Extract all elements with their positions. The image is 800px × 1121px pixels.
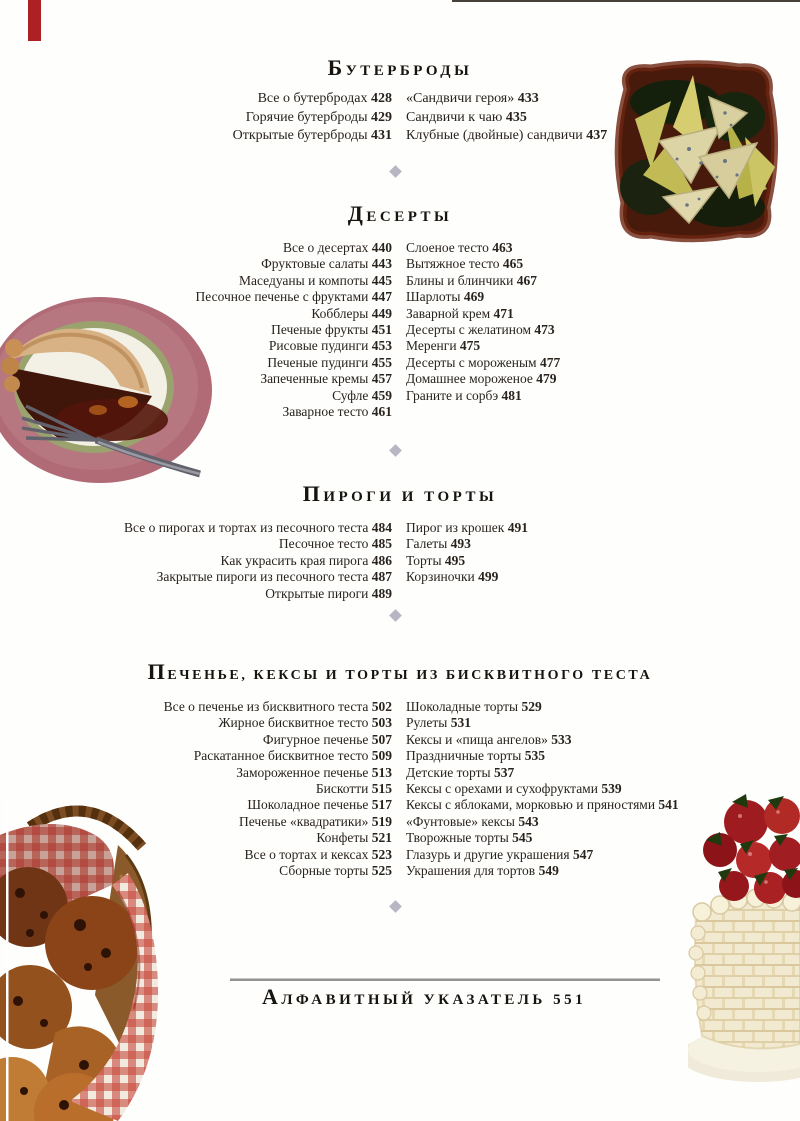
toc-entry bbox=[406, 520, 800, 536]
toc-entry bbox=[406, 355, 800, 371]
toc-entry-title: Кексы с орехами и сухофруктами bbox=[406, 781, 598, 797]
toc-entry bbox=[406, 699, 800, 715]
page-top-scan-line bbox=[452, 0, 800, 2]
toc-entry-page: 523 bbox=[371, 846, 392, 862]
toc-entry-title: Рисовые пудинги bbox=[268, 338, 369, 354]
toc-entry-title: Галеты bbox=[406, 536, 448, 552]
toc-entry-title: Все о пирогах и тортах из песочного теста bbox=[124, 520, 369, 535]
toc-entry-title: Рулеты bbox=[406, 715, 448, 731]
toc-entry-title: Маседуаны и компоты bbox=[239, 272, 369, 288]
toc-entry-page: 457 bbox=[371, 371, 392, 387]
toc-entry-page: 473 bbox=[534, 322, 555, 338]
toc-entry-page: 503 bbox=[371, 715, 392, 731]
toc-entry-title: Шоколадные торты bbox=[406, 699, 519, 714]
toc-entry-page: 445 bbox=[371, 272, 392, 288]
pie-slice-photo bbox=[0, 290, 215, 485]
toc-entry-page: 435 bbox=[505, 109, 527, 125]
toc-entry-title: Глазурь и другие украшения bbox=[406, 846, 570, 862]
toc-entry-title: Печеные пудинги bbox=[267, 354, 369, 370]
toc-entry-page: 545 bbox=[512, 830, 533, 846]
toc-entry-title: Песочное печенье с фруктами bbox=[195, 289, 369, 305]
toc-entry bbox=[0, 586, 392, 602]
toc-entry-title: Печенье «квадратики» bbox=[239, 813, 369, 829]
toc-entry-title: Конфеты bbox=[316, 830, 369, 846]
toc-entry-page: 519 bbox=[371, 813, 392, 829]
toc-entry-title: Детские торты bbox=[406, 764, 491, 780]
toc-entry-title: Фигурное печенье bbox=[262, 731, 369, 747]
toc-entry bbox=[406, 569, 800, 585]
toc-entry-title: Песочное тесто bbox=[278, 536, 369, 552]
diamond-separator-icon bbox=[389, 900, 402, 913]
toc-entry bbox=[0, 240, 392, 256]
toc-entry-title: Фруктовые салаты bbox=[261, 256, 369, 272]
toc-entry bbox=[406, 273, 800, 289]
toc-entry bbox=[0, 699, 392, 715]
toc-entry-page: 537 bbox=[493, 764, 515, 780]
toc-entry-title: Бискотти bbox=[315, 781, 369, 797]
toc-entry bbox=[0, 273, 392, 289]
toc-entry-page: 525 bbox=[371, 863, 392, 879]
toc-entry-title: Суфле bbox=[332, 387, 369, 403]
toc-entry-page: 453 bbox=[371, 338, 392, 354]
toc-entry-page: 521 bbox=[371, 830, 392, 846]
toc-entry-page: 539 bbox=[601, 781, 622, 797]
toc-entry-page: 502 bbox=[371, 699, 392, 714]
toc-entry-title: Блины и блинчики bbox=[406, 272, 514, 288]
pie-slice-illustration bbox=[0, 290, 215, 485]
toc-entry-page: 440 bbox=[371, 240, 392, 255]
diamond-separator-icon bbox=[389, 444, 402, 457]
toc-entry bbox=[406, 289, 800, 305]
toc-entry-title: Кексы с яблоками, морковью и пряностями bbox=[406, 797, 656, 813]
toc-entry bbox=[0, 109, 392, 128]
toc-entry-page: 495 bbox=[444, 552, 466, 568]
toc-entry-page: 451 bbox=[371, 322, 392, 338]
muffin-basket-photo bbox=[0, 795, 165, 1121]
toc-entry-page: 481 bbox=[501, 387, 522, 403]
toc-entry-page: 515 bbox=[371, 781, 392, 797]
toc-entry-page: 489 bbox=[371, 585, 392, 601]
open-sandwich-illustration bbox=[605, 57, 785, 245]
toc-entry bbox=[0, 520, 392, 536]
toc-entry-title: Корзиночки bbox=[406, 569, 475, 585]
toc-entry-title: «Сандвичи героя» bbox=[406, 91, 515, 106]
strawberry-cake-illustration bbox=[688, 788, 800, 1088]
toc-entry-page: 499 bbox=[478, 569, 499, 585]
toc-entry-page: 513 bbox=[371, 764, 392, 780]
toc-entry bbox=[0, 765, 392, 781]
toc-entry bbox=[406, 536, 800, 552]
toc-entry-page: 428 bbox=[371, 91, 392, 106]
section-title: ПИРОГИ И ТОРТЫ bbox=[302, 481, 498, 506]
toc-entry-page: 455 bbox=[371, 354, 392, 370]
toc-entry bbox=[406, 306, 800, 322]
toc-column-right bbox=[406, 240, 800, 420]
toc-entry-page: 471 bbox=[493, 305, 514, 321]
open-sandwich-photo bbox=[605, 57, 785, 245]
toc-entry bbox=[0, 256, 392, 272]
toc-entry-page: 485 bbox=[371, 536, 392, 552]
alphabetical-index-title bbox=[262, 986, 586, 1011]
toc-entry bbox=[406, 322, 800, 338]
toc-entry-page: 531 bbox=[450, 715, 471, 731]
toc-entry-page: 543 bbox=[518, 813, 539, 829]
toc-entry-title: Сандвичи к чаю bbox=[406, 109, 503, 125]
index-title-text: АЛФАВИТНЫЙ УКАЗАТЕЛЬ bbox=[262, 984, 546, 1009]
toc-entry-page: 469 bbox=[463, 289, 485, 305]
toc-entry-page: 449 bbox=[371, 305, 392, 321]
section-title: БУТЕРБРОДЫ bbox=[327, 55, 473, 80]
toc-entry bbox=[406, 388, 800, 404]
toc-entry bbox=[406, 765, 800, 781]
toc-column-right bbox=[406, 520, 800, 602]
toc-entry-page: 433 bbox=[517, 91, 539, 106]
toc-entry-page: 507 bbox=[371, 731, 392, 747]
index-page-number: 551 bbox=[553, 992, 587, 1008]
section-title: ПЕЧЕНЬЕ, КЕКСЫ И ТОРТЫ ИЗ БИСКВИТНОГО ТЕСТА bbox=[147, 659, 653, 684]
toc-entry-title: Меренги bbox=[406, 338, 457, 354]
toc-entry-page: 535 bbox=[524, 748, 545, 764]
chapter-edge-tab bbox=[28, 0, 41, 41]
toc-entry-page: 477 bbox=[539, 354, 561, 370]
toc-entry-title: «Фунтовые» кексы bbox=[406, 813, 515, 829]
toc-entry-page: 431 bbox=[371, 128, 392, 144]
toc-entry-page: 443 bbox=[371, 256, 392, 272]
toc-entry-title: Кексы и «пища ангелов» bbox=[406, 731, 548, 747]
toc-entry-page: 493 bbox=[450, 536, 471, 552]
toc-columns bbox=[0, 520, 800, 602]
toc-entry-title: Пирог из крошек bbox=[406, 520, 505, 535]
toc-entry-title: Открытые пироги bbox=[265, 585, 369, 601]
toc-entry-title: Закрытые пироги из песочного теста bbox=[156, 569, 369, 585]
toc-entry-page: 517 bbox=[371, 797, 392, 813]
toc-entry-page: 549 bbox=[538, 863, 559, 879]
toc-entry-title: Шарлоты bbox=[406, 289, 461, 305]
toc-entry bbox=[406, 748, 800, 764]
muffin-basket-illustration bbox=[0, 795, 165, 1121]
toc-entry-page: 447 bbox=[371, 289, 392, 305]
toc-entry-page: 459 bbox=[371, 387, 392, 403]
toc-entry-title: Заварное тесто bbox=[282, 404, 369, 420]
toc-entry bbox=[0, 536, 392, 552]
toc-entry bbox=[0, 553, 392, 569]
toc-entry-page: 463 bbox=[492, 240, 513, 255]
toc-entry-title: Украшения для тортов bbox=[406, 863, 536, 879]
toc-entry-title: Торты bbox=[406, 552, 442, 568]
toc-entry-title: Все о бутербродах bbox=[257, 91, 368, 106]
toc-entry-page: 467 bbox=[516, 272, 537, 288]
toc-entry bbox=[0, 715, 392, 731]
toc-entry-page: 491 bbox=[507, 520, 528, 535]
toc-entry bbox=[0, 90, 392, 109]
toc-entry-title: Все о десертах bbox=[282, 240, 369, 255]
toc-entry-title: Вытяжное тесто bbox=[406, 256, 500, 272]
index-rule bbox=[230, 978, 660, 981]
toc-entry-title: Заварной крем bbox=[406, 305, 491, 321]
toc-entry-page: 465 bbox=[502, 256, 524, 272]
toc-entry-title: Десерты с желатином bbox=[406, 322, 532, 338]
toc-entry-page: 461 bbox=[371, 404, 392, 420]
toc-entry-title: Как украсить края пирога bbox=[220, 552, 369, 568]
toc-entry-page: 529 bbox=[521, 699, 542, 714]
toc-entry-page: 509 bbox=[371, 748, 392, 764]
toc-entry-page: 487 bbox=[371, 569, 392, 585]
toc-entry-page: 484 bbox=[371, 520, 392, 535]
diamond-separator-icon bbox=[389, 609, 402, 622]
toc-entry bbox=[406, 338, 800, 354]
toc-entry-title: Горячие бутерброды bbox=[245, 109, 368, 125]
toc-entry bbox=[0, 748, 392, 764]
toc-entry bbox=[0, 569, 392, 585]
toc-entry-title: Слоеное тесто bbox=[406, 240, 489, 255]
toc-entry-page: 547 bbox=[573, 846, 594, 862]
diamond-separator-icon bbox=[389, 165, 402, 178]
toc-entry bbox=[406, 371, 800, 387]
toc-entry-title: Замороженное печенье bbox=[236, 764, 369, 780]
toc-entry-title: Сборные торты bbox=[279, 863, 369, 879]
toc-column-left bbox=[0, 90, 392, 146]
toc-entry-title: Клубные (двойные) сандвичи bbox=[406, 128, 583, 144]
toc-column-left bbox=[0, 520, 392, 602]
toc-entry-page: 533 bbox=[551, 731, 572, 747]
toc-entry-title: Печеные фрукты bbox=[271, 322, 369, 338]
toc-entry bbox=[0, 127, 392, 146]
toc-entry-page: 429 bbox=[371, 109, 392, 125]
toc-entry bbox=[406, 715, 800, 731]
toc-entry-page: 486 bbox=[371, 552, 392, 568]
toc-entry-page: 437 bbox=[586, 128, 608, 144]
toc-entry-title: Кобблеры bbox=[311, 305, 369, 321]
toc-section-pies-cakes bbox=[0, 483, 800, 602]
toc-entry-title: Домашнее мороженое bbox=[406, 371, 533, 387]
toc-entry-title: Все о тортах и кексах bbox=[244, 846, 369, 862]
section-title: ДЕСЕРТЫ bbox=[347, 201, 453, 226]
toc-entry-title: Творожные торты bbox=[406, 830, 509, 846]
toc-entry-title: Граните и сорбэ bbox=[406, 387, 499, 403]
toc-entry-page: 475 bbox=[459, 338, 481, 354]
toc-entry-title: Раскатанное бисквитное тесто bbox=[193, 748, 369, 764]
toc-entry bbox=[406, 732, 800, 748]
toc-entry-title: Десерты с мороженым bbox=[406, 354, 537, 370]
toc-entry-title: Открытые бутерброды bbox=[232, 128, 368, 144]
toc-entry-title: Праздничные торты bbox=[406, 748, 522, 764]
toc-entry-title: Жирное бисквитное тесто bbox=[218, 715, 369, 731]
toc-entry-title: Все о печенье из бисквитного теста bbox=[163, 699, 369, 714]
toc-entry-title: Шоколадное печенье bbox=[247, 797, 369, 813]
toc-entry-title: Запеченные кремы bbox=[260, 371, 369, 387]
toc-entry bbox=[406, 553, 800, 569]
toc-entry-page: 541 bbox=[658, 797, 679, 813]
strawberry-cake-photo bbox=[688, 788, 800, 1088]
toc-entry bbox=[406, 256, 800, 272]
toc-entry bbox=[0, 732, 392, 748]
toc-entry-page: 479 bbox=[536, 371, 557, 387]
